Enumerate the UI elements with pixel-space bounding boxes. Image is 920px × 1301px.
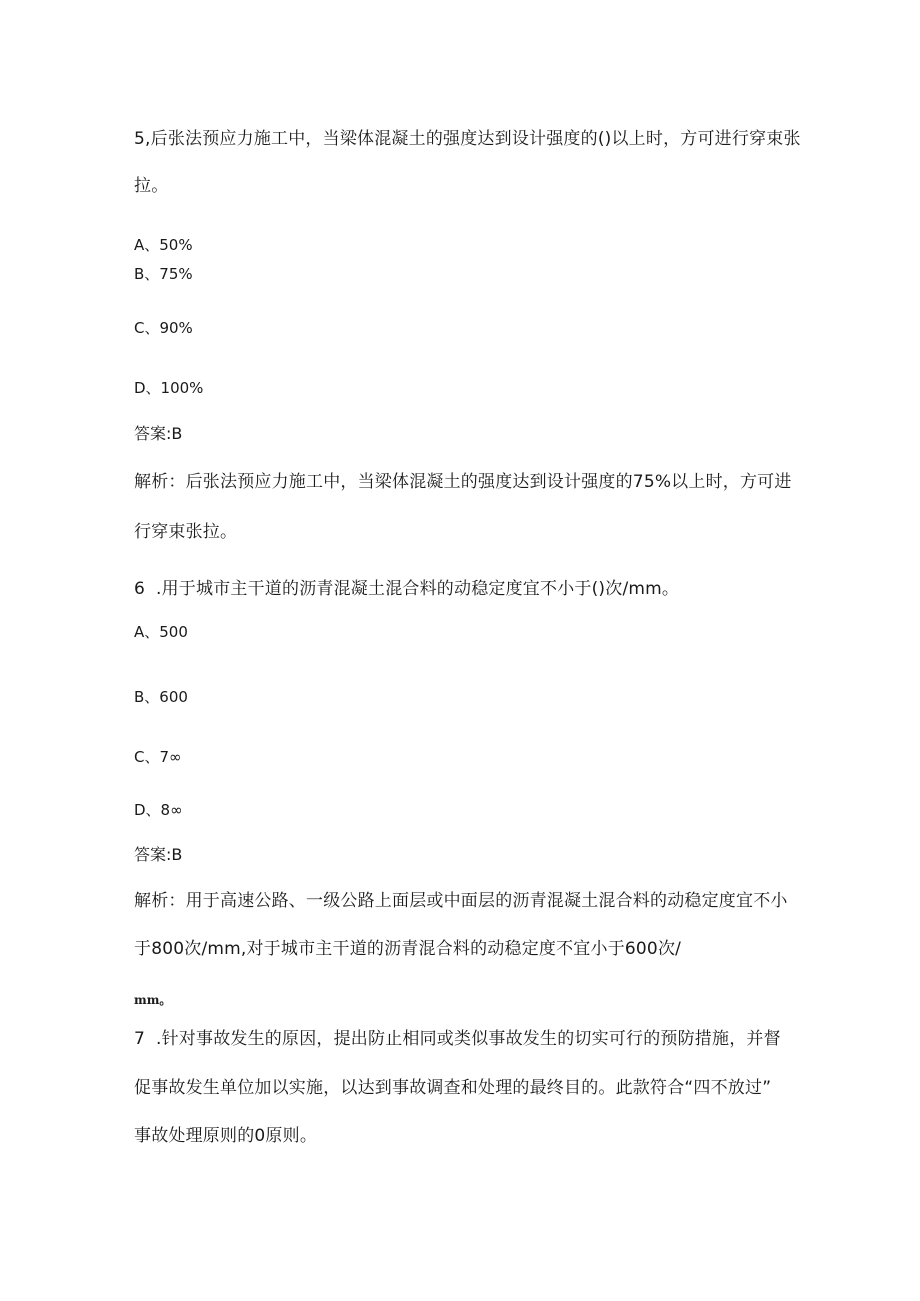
q6-text: .用于城市主干道的沥青混凝土混合料的动稳定度宜不小于()次/mm。: [156, 579, 680, 599]
q6-option-b: B、600: [134, 688, 188, 706]
q7-text-line1: .针对事故发生的原因，提出防止相同或类似事故发生的切实可行的预防措施，并督: [156, 1029, 781, 1049]
q5-option-d: D、100%: [134, 379, 204, 397]
q5-text-line2: 拉。: [134, 176, 169, 196]
q6-answer: 答案:B: [134, 845, 183, 864]
q6-option-c: C、7∞: [134, 748, 182, 766]
q6-number: 6: [134, 579, 146, 599]
q6-analysis-line3: mm。: [134, 993, 172, 1007]
q5-analysis-line1: 解析：后张法预应力施工中，当梁体混凝土的强度达到设计强度的75%以上时，方可进: [134, 472, 792, 492]
q7-text-line2: 促事故发生单位加以实施，以达到事故调查和处理的最终目的。此款符合“四不放过”: [134, 1078, 772, 1098]
q5-text-line1: 5,后张法预应力施工中，当梁体混凝土的强度达到设计强度的()以上时，方可进行穿束张: [134, 129, 801, 149]
q5-option-b: B、75%: [134, 265, 193, 283]
q5-analysis-line2: 行穿束张拉。: [134, 522, 238, 542]
q5-answer: 答案:B: [134, 424, 183, 443]
q6-option-a: A、500: [134, 623, 188, 641]
q6-analysis-line1: 解析：用于高速公路、一级公路上面层或中面层的沥青混凝土混合料的动稳定度宜不小: [134, 891, 788, 911]
q6-option-d: D、8∞: [134, 801, 183, 819]
q7-text-line3: 事故处理原则的0原则。: [134, 1126, 318, 1146]
q7-number: 7: [134, 1029, 146, 1049]
q6-analysis-line2: 于800次/mm,对于城市主干道的沥青混合料的动稳定度不宜小于600次/: [134, 939, 682, 959]
q5-option-c: C、90%: [134, 319, 193, 337]
q5-option-a: A、50%: [134, 236, 193, 254]
